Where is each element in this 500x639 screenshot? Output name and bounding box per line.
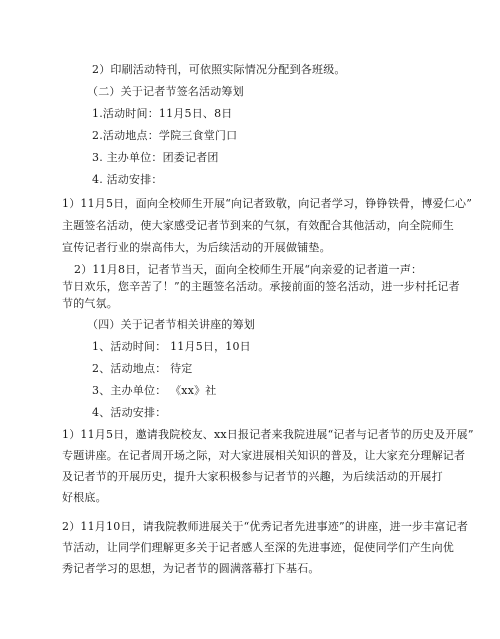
list-item: 4、活动安排： [92,406,167,419]
paragraph-line: 专题讲座。在记者周开场之际，对大家进展相关知识的普及，让大家充分理解记者 [62,449,466,462]
list-item: 2、活动地点： 待定 [92,362,193,375]
paragraph-line: 宣传记者行业的崇高伟大，为后续活动的开展做铺垫。 [62,241,331,254]
paragraph-line: 节活动，让同学们理解更多关于记者感人至深的先进事迹，促使同学们产生向优 [62,541,454,554]
list-item: 3. 主办单位：团委记者团 [92,151,219,164]
section-heading: （四）关于记者节相关讲座的筹划 [87,318,255,331]
list-item: 1.活动时间：11月5日、8日 [92,107,233,120]
paragraph-line: 主题签名活动，使大家感受记者节到来的气氛，有效配合其他活动，向全院师生 [62,219,454,232]
section-heading: （二）关于记者节签名活动筹划 [87,85,244,98]
list-item: 2）印刷活动特刊，可依照实际情况分配到各班级。 [92,63,346,76]
paragraph-line: 节的气氛。 [62,297,118,310]
paragraph-line: 2）11月8日，记者节当天，面向全校师生开展“向亲爱的记者道一声： [74,263,423,276]
paragraph-line: 节日欢乐，您辛苦了！”的主题签名活动。承接前面的签名活动，进一步村托记者 [62,280,460,293]
paragraph-line: 秀记者学习的思想，为记者节的圆满落幕打下基石。 [62,562,320,575]
paragraph-line: 2）11月10日，请我院教师进展关于“优秀记者先进事迹”的讲座，进一步丰富记者 [62,520,469,533]
list-item: 1、活动时间： 11月5日，10日 [92,340,251,353]
paragraph-line: 及记者节的开展历史，提升大家积极参与记者节的兴趣，为后续活动的开展打 [62,470,443,483]
list-item: 3、主办单位： 《xx》社 [92,384,217,397]
paragraph-line: 1）11月5日，邀请我院校友、xx日报记者来我院进展“记者与记者节的历史及开展” [62,428,474,441]
paragraph-line: 好根底。 [62,491,107,504]
paragraph-line: 1）11月5日，面向全校师生开展“向记者致敬，向记者学习，铮铮铁骨，博爱仁心” [62,197,473,210]
list-item: 4. 活动安排： [92,173,163,186]
list-item: 2.活动地点：学院三食堂门口 [92,129,238,142]
